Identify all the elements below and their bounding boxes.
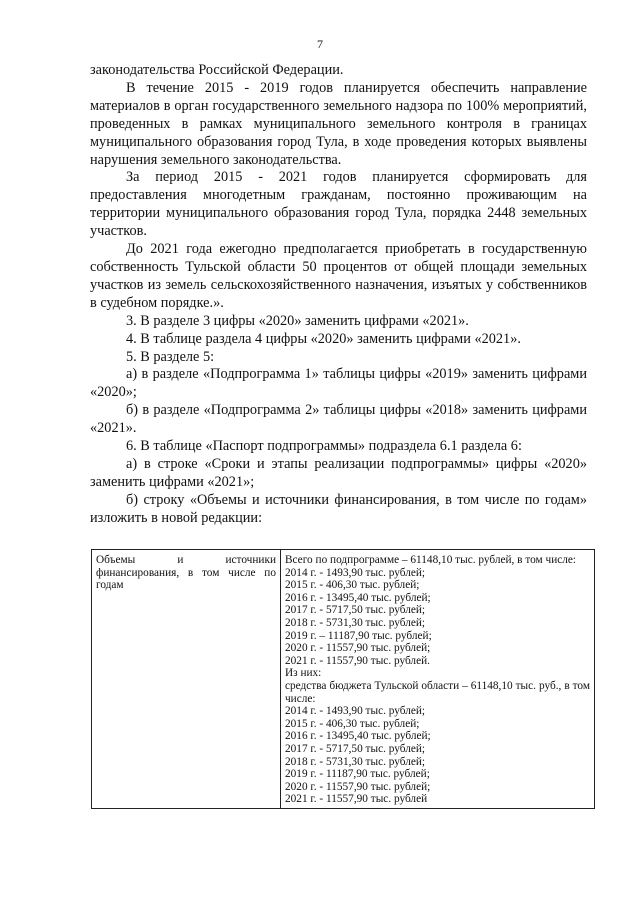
value-line-regional-2018: 2018 г. - 5731,30 тыс. рублей; (285, 755, 426, 768)
value-line-total: Всего по подпрограмме – 61148,10 тыс. рублей, в том числе: (285, 554, 577, 566)
value-line-regional-2017: 2017 г. - 5717,50 тыс. рублей; (285, 742, 426, 755)
passport-label: Объемы и источники финансирования, в том числе по годам (96, 554, 276, 592)
value-line-regional-2016: 2016 г. - 13495,40 тыс. рублей; (285, 730, 431, 743)
page-number: 7 (317, 37, 323, 51)
value-line-of-them: Из них: (285, 667, 322, 680)
value-line-2014: 2014 г. - 1493,90 тыс. рублей; (285, 566, 426, 579)
value-line-regional-2015: 2015 г. - 406,30 тыс. рублей; (285, 717, 420, 730)
value-line-2018: 2018 г. - 5731,30 тыс. рублей; (285, 616, 426, 629)
value-line-regional-2014: 2014 г. - 1493,90 тыс. рублей; (285, 705, 426, 718)
paragraph-item-5b: б) в разделе «Подпрограмма 2» таблицы цифры «2018» заменить цифрами «2021». (90, 402, 587, 437)
value-line-2019: 2019 г. – 11187,90 тыс. рублей; (285, 629, 432, 642)
paragraph-item-6: 6. В таблице «Паспорт подпрограммы» подраздела 6.1 раздела 6: (126, 438, 522, 455)
paragraph-large-families: За период 2015 - 2021 годов планируется сформировать для предоставления многодетным гражданам, постоянно проживающим на территории муниципального образования город Тула, порядка 2448 земельных участков. (90, 169, 587, 240)
passport-label-cell (92, 550, 281, 809)
paragraph-land-control: В течение 2015 - 2019 годов планируется обеспечить направление материалов в орган государственного земельного надзора по 100% мероприятий, проведенных в рамках муниципального земельного контроля в границах муниципального образования город Тула, в ходе проведения которых выявлены нарушения земельного законодательства. (90, 79, 587, 168)
table-row (92, 550, 595, 809)
passport-value-cell (281, 550, 595, 809)
value-line-2016: 2016 г. - 13495,40 тыс. рублей; (285, 591, 431, 604)
paragraph-item-3: 3. В разделе 3 цифры «2020» заменить цифрами «2021». (126, 312, 469, 329)
value-line-regional-2020: 2020 г. - 11557,90 тыс. рублей; (285, 780, 431, 793)
value-line-2017: 2017 г. - 5717,50 тыс. рублей; (285, 604, 426, 617)
paragraph-agricultural-land: До 2021 года ежегодно предполагается приобретать в государственную собственность Тульской области 50 процентов от общей площади земельных участков из земель сельскохозяйственного назначения, изъятых у собственников в судебном порядке.». (90, 241, 587, 311)
value-line-2020: 2020 г. - 11557,90 тыс. рублей; (285, 642, 431, 655)
paragraph-item-5: 5. В разделе 5: (126, 348, 215, 365)
value-line-regional-2021: 2021 г. - 11557,90 тыс. рублей (285, 793, 428, 806)
value-line-regional-budget: средства бюджета Тульской области – 61148,10 тыс. руб., в том числе: (285, 679, 590, 705)
value-line-regional-2019: 2019 г. - 11187,90 тыс. рублей; (285, 768, 430, 781)
value-line-2015: 2015 г. - 406,30 тыс. рублей; (285, 579, 420, 592)
paragraph-item-4: 4. В таблице раздела 4 цифры «2020» заменить цифрами «2021». (126, 330, 521, 347)
passport-table (91, 549, 595, 809)
paragraph-item-6a: а) в строке «Сроки и этапы реализации подпрограммы» цифры «2020» заменить цифрами «2021»; (90, 455, 587, 490)
paragraph-continuation: законодательства Российской Федерации. (90, 62, 344, 78)
paragraph-item-6b: б) строку «Объемы и источники финансирования, в том числе по годам» изложить в новой редакции: (90, 491, 587, 526)
value-line-2021: 2021 г. - 11557,90 тыс. рублей. (285, 654, 430, 667)
document-body (90, 62, 587, 528)
paragraph-item-5a: а) в разделе «Подпрограмма 1» таблицы цифры «2019» заменить цифрами «2020»; (90, 366, 587, 401)
